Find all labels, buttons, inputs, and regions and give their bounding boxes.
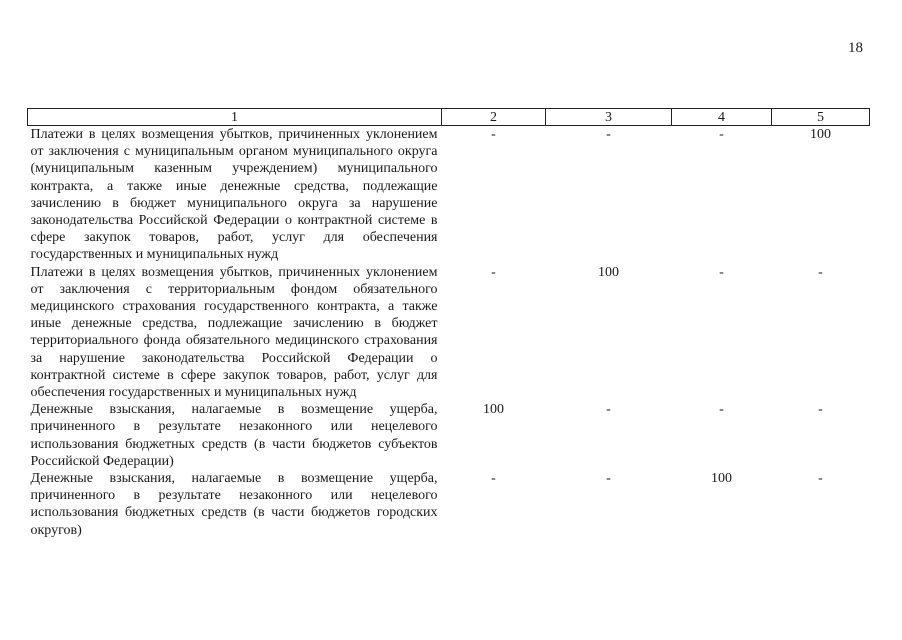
column-header-3: 3 [546,109,672,126]
table-row [28,401,870,470]
row-description: Платежи в целях возмещения убытков, причиненных уклонением от заключения с муниципальным органом муниципального округа (муниципальным казенным учреждением) муниципального контракта, а также иные денежные средства, подлежащие зачислению в бюджет муниципального округа за нарушение законодательства Российской Федерации о контрактной системе в сфере закупок товаров, работ, услуг для обеспечения государственных и муниципальных нужд [30,127,438,263]
table-header-row [28,109,870,126]
row-value-col2: - [491,471,496,487]
row-value-col4: 100 [711,471,732,487]
page-number: 18 [848,40,863,56]
row-value-col5: - [818,264,823,280]
row-value-col4: - [719,127,724,142]
row-value-col3: - [606,402,611,418]
row-value-col2: - [491,127,496,142]
table-row [28,264,870,402]
row-value-col4: - [719,264,724,280]
column-header-4: 4 [672,109,772,126]
row-value-col2: 100 [483,402,504,418]
row-value-col5: 100 [810,127,831,142]
column-header-1: 1 [28,109,442,126]
row-value-col2: - [491,264,496,280]
row-description: Денежные взыскания, налагаемые в возмещение ущерба, причиненного в результате незаконного или нецелевого использования бюджетных средств (в части бюджетов городских округов) [30,471,438,538]
row-value-col4: - [719,402,724,418]
row-value-col3: - [606,471,611,487]
table-row [28,126,870,264]
row-value-col3: 100 [598,264,619,280]
column-header-2: 2 [442,109,546,126]
row-value-col3: - [606,127,611,142]
row-description: Денежные взыскания, налагаемые в возмещение ущерба, причиненного в результате незаконного или нецелевого использования бюджетных средств (в части бюджетов субъектов Российской Федерации) [30,402,438,469]
row-value-col5: - [818,471,823,487]
row-description: Платежи в целях возмещения убытков, причиненных уклонением от заключения с территориальным фондом обязательного медицинского страхования государственного контракта, а также иные денежные средства, подлежащие зачислению в бюджет территориального фонда обязательного медицинского страхования за нарушение законодательства Российской Федерации о контрактной системе в сфере закупок товаров, работ, услуг для обеспечения государственных и муниципальных нужд [30,264,438,401]
budget-distribution-table [27,108,870,539]
row-value-col5: - [818,402,823,418]
table-row [28,470,870,539]
column-header-5: 5 [772,109,870,126]
